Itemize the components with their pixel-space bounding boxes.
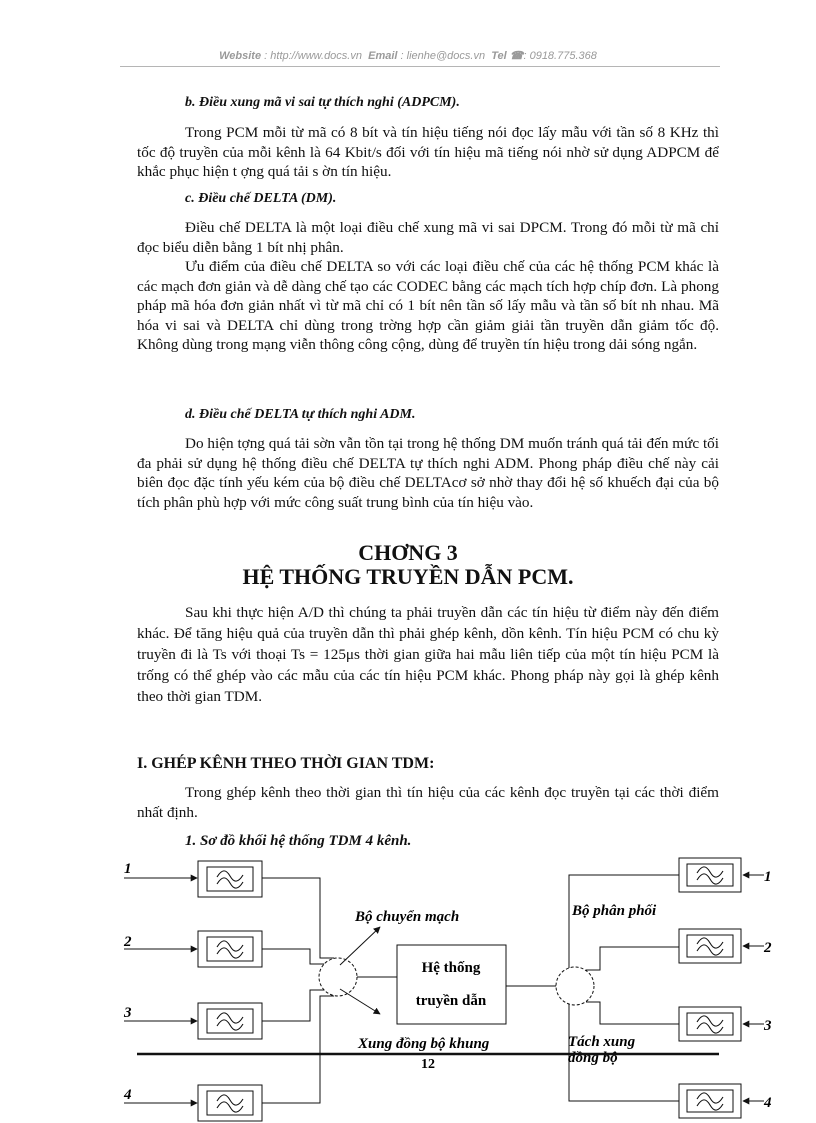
- frame-sync-arrow: [340, 989, 380, 1014]
- lowpass-filter-icon: [679, 929, 741, 963]
- switch-pointer-arrow: [340, 927, 380, 965]
- adpcm-p1: Trong PCM mỗi từ mã có 8 bít và tín hiệu tiếng nói đọc lấy mẫu với tần số 8 KHz thì tốc độ truyền của mỗi kênh là 64 Kbit/s đối với tín hiệu mã tiếng nói nhờ sử dụng ADPCM để khắc phục hiện t ợng quá tải s ờn tín hiệu.: [137, 124, 719, 180]
- adpcm-heading: b. Điều xung mã vi sai tự thích nghi (ADPCM).: [185, 95, 460, 110]
- chapter-number: CHƠNG 3: [358, 540, 458, 565]
- delta-p2: Ưu điểm của điều chế DELTA so với các loại điều chế của các hệ thống PCM khác là các mạch đơn giản và dễ dàng chế tạo các CODEC bằng các mạch tích hợp chíp đơn. Là phong pháp mã hóa đơn giản nhất vì từ mã chỉ có 1 bít nên tần số lấy mẫu và tần số bít nh nhau. Mã hóa vi sai và DELTA chỉ dùng trong trờng hợp cần giảm giải tần truyền dẫn giảm tốc độ. Không dùng trong mạng viễn thông công cộng, dùng để truyền tín hiệu trong dải sóng ngắn.: [137, 258, 719, 353]
- output-line-2: [586, 947, 679, 970]
- delta-p1: Điều chế DELTA là một loại điều chế xung mã vi sai DPCM. Trong đó mỗi từ mã chỉ đọc biểu diễn bằng 1 bít nhị phân.: [137, 219, 719, 256]
- tel-label: Tel: [491, 50, 507, 62]
- input-line-1: [262, 878, 334, 958]
- output-label-1: 1: [764, 869, 772, 885]
- input-label-2: 2: [124, 934, 132, 950]
- lowpass-filter-icon: [198, 1003, 262, 1039]
- intro-p1: Sau khi thực hiện A/D thì chúng ta phải truyền dẫn các tín hiệu từ điểm này đến điểm khác. Để tăng hiệu quả của truyền dẫn thì phải ghép kênh, dồn kênh. Tín hiệu PCM có chu kỳ truyền đi là Ts với thoại Ts = 125μs thời gian giữa hai mẫu liên tiếp của một tín hiệu PCM là trống có thể ghép vào các mẫu của các tín hiệu PCM khác. Phong pháp này gọi là ghép kênh theo thời gian TDM.: [137, 604, 719, 705]
- lowpass-filter-icon: [679, 1084, 741, 1118]
- tx-system-box: [397, 945, 506, 1024]
- input-label-3: 3: [124, 1005, 132, 1021]
- output-label-2: 2: [764, 940, 772, 956]
- input-line-2: [262, 949, 326, 964]
- website-label: Website: [219, 50, 262, 62]
- website-link[interactable]: : http://www.docs.vn: [264, 50, 362, 62]
- phone-icon: ☎: [509, 50, 524, 62]
- input-line-4: [262, 996, 334, 1103]
- email-link[interactable]: : lienhe@docs.vn: [400, 50, 486, 62]
- frame-sync-label: Xung đồng bộ khung: [358, 1036, 490, 1052]
- lowpass-filter-icon: [198, 931, 262, 967]
- chapter-title: HỆ THỐNG TRUYỀN DẪN PCM.: [242, 564, 574, 589]
- lowpass-filter-icon: [679, 858, 741, 892]
- output-line-3: [586, 1002, 679, 1024]
- adm-heading: d. Điều chế DELTA tự thích nghi ADM.: [185, 407, 416, 422]
- lowpass-filter-icon: [679, 1007, 741, 1041]
- output-label-3: 3: [764, 1018, 772, 1034]
- lowpass-filter-icon: [198, 1085, 262, 1121]
- distributor-circle: [556, 967, 594, 1005]
- diagram-heading: 1. Sơ đồ khối hệ thống TDM 4 kênh.: [185, 833, 412, 849]
- switch-label: Bộ chuyển mạch: [355, 909, 460, 925]
- sync-extract-line1: Tách xung: [568, 1034, 636, 1050]
- tx-system-line2: truyền dẫn: [415, 993, 487, 1009]
- tdm-p1: Trong ghép kênh theo thời gian thì tín hiệu của các kênh đọc truyền tại các thời điểm nhất định.: [137, 784, 719, 821]
- output-label-4: 4: [764, 1095, 772, 1111]
- delta-heading: c. Điều chế DELTA (DM).: [185, 191, 337, 206]
- lowpass-filter-icon: [198, 861, 262, 897]
- sync-extract-line2: đồng bộ: [568, 1050, 618, 1066]
- tx-system-line1: Hệ thống: [421, 960, 481, 976]
- tdm-heading: I. GHÉP KÊNH THEO THỜI GIAN TDM:: [137, 755, 435, 772]
- tel-value: : 0918.775.368: [523, 50, 597, 62]
- page-number: 12: [421, 1057, 435, 1072]
- input-line-3: [262, 990, 326, 1021]
- output-line-1: [569, 875, 679, 968]
- email-label: Email: [368, 50, 398, 62]
- distributor-label: Bộ phân phối: [572, 903, 657, 919]
- input-label-4: 4: [124, 1087, 132, 1103]
- input-label-1: 1: [124, 861, 132, 877]
- adm-p1: Do hiện tợng quá tải sờn vẫn tồn tại trong hệ thống DM muốn tránh quá tải đến mức tối đa phải sử dụng hệ thống điều chế DELTA tự thích nghi ADM. Phong pháp điều chế này cải biên đọc đặc tính yếu kém của bộ điều chế DELTAcơ sở nhờ thay đổi hệ số khuếch đại của bộ tích phân phù hợp với mức công suất trung bình của tín hiệu vào.: [137, 435, 719, 511]
- switch-circle: [319, 958, 357, 996]
